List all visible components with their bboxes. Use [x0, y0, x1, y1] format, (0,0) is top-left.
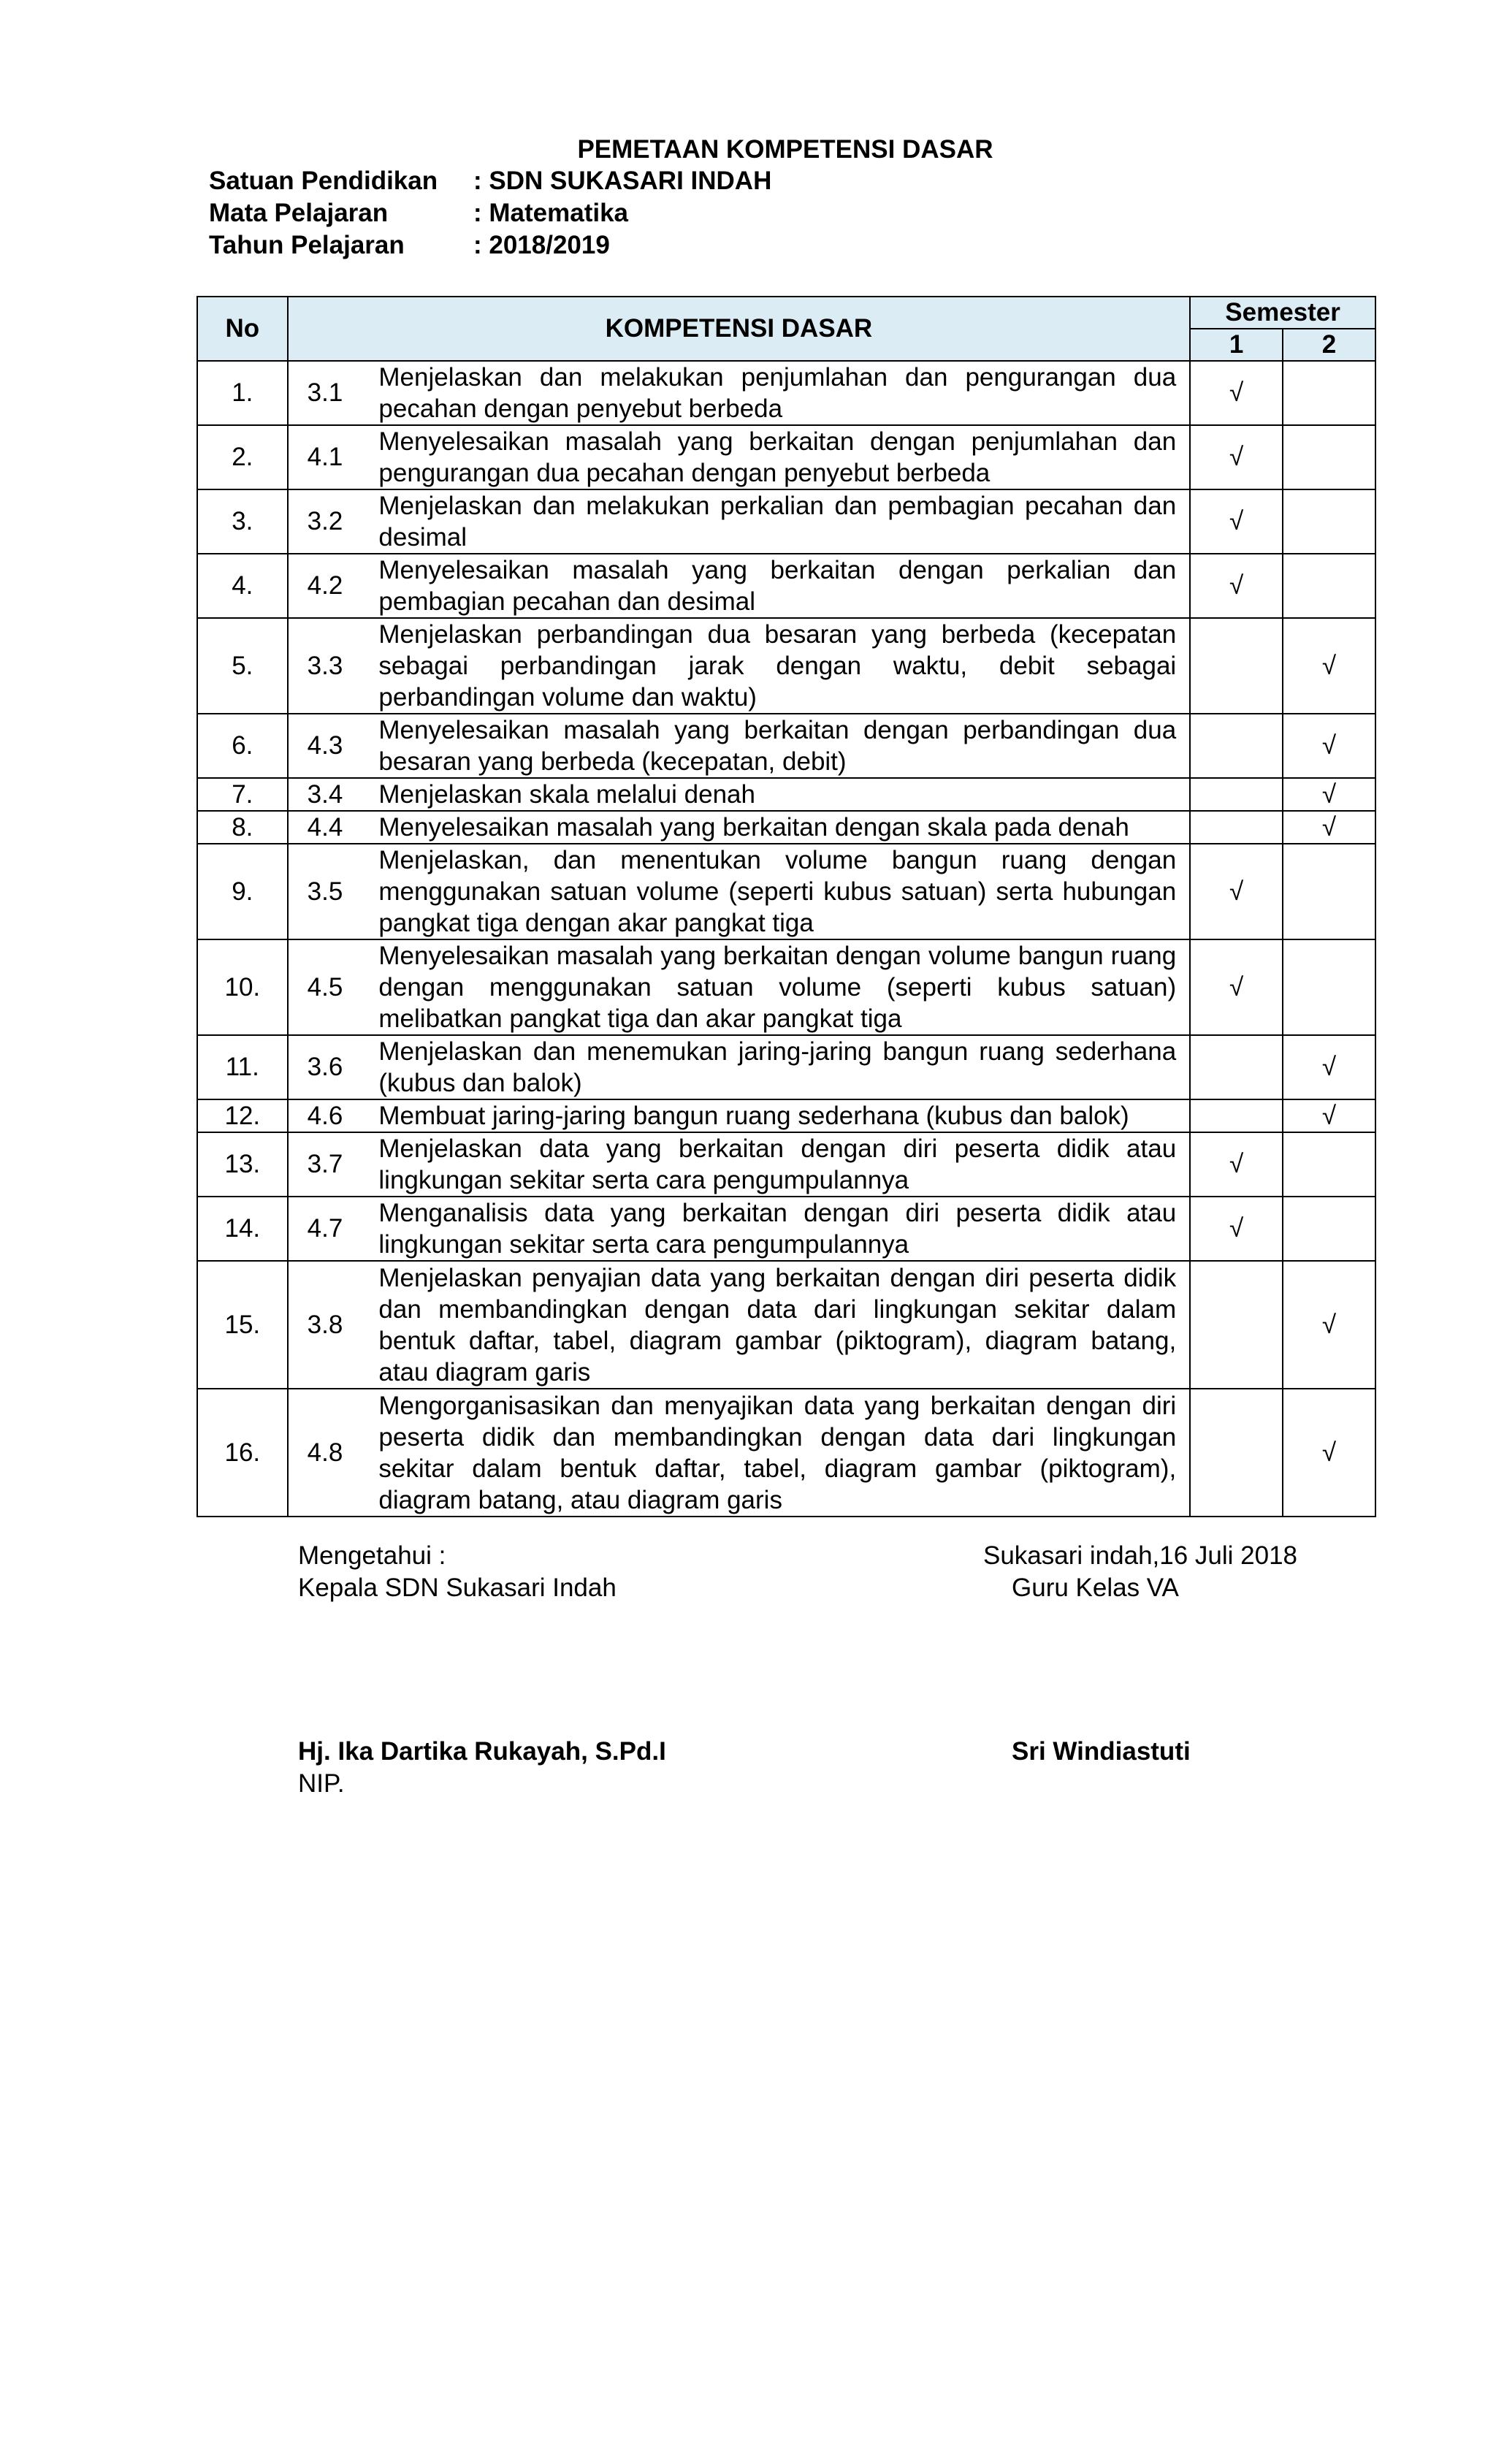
row-competency-text: Menganalisis data yang berkaitan dengan diri peserta didik atau lingkungan sekitar serta cara pengumpulannya [378, 1197, 1190, 1261]
row-competency-text: Menjelaskan data yang berkaitan dengan diri peserta didik atau lingkungan sekitar serta cara pengumpulannya [378, 1132, 1190, 1197]
row-semester-1: √ [1190, 1197, 1283, 1261]
row-no: 1. [197, 361, 288, 425]
row-code: 3.6 [288, 1035, 379, 1099]
header-semester-2: 2 [1283, 329, 1375, 361]
row-no: 4. [197, 554, 288, 618]
row-semester-1 [1190, 618, 1283, 714]
row-competency-text: Menyelesaikan masalah yang berkaitan dengan perkalian dan pembagian pecahan dan desimal [378, 554, 1190, 618]
row-no: 15. [197, 1261, 288, 1389]
row-competency-text: Mengorganisasikan dan menyajikan data yang berkaitan dengan diri peserta didik dan membandingkan dengan data dari lingkungan sekitar dalam bentuk daftar, tabel, diagram gambar (piktogram), diagram batang, atau diagram garis [378, 1389, 1190, 1517]
row-competency-text: Menyelesaikan masalah yang berkaitan dengan volume bangun ruang dengan menggunakan satuan volume (seperti kubus satuan) melibatkan pangkat tiga dan akar pangkat tiga [378, 939, 1190, 1035]
row-semester-1 [1190, 714, 1283, 778]
sign-right-line1: Sukasari indah,16 Juli 2018 [983, 1541, 1298, 1570]
meta-label: Satuan Pendidikan [209, 167, 438, 195]
header-semester-1: 1 [1190, 329, 1283, 361]
row-semester-2 [1283, 1132, 1375, 1197]
row-competency-text: Menjelaskan dan menemukan jaring-jaring bangun ruang sederhana (kubus dan balok) [378, 1035, 1190, 1099]
row-semester-1: √ [1190, 844, 1283, 939]
row-code: 3.4 [288, 778, 379, 811]
row-no: 2. [197, 425, 288, 489]
header-kompetensi-dasar: KOMPETENSI DASAR [288, 297, 1191, 361]
row-semester-2 [1283, 489, 1375, 554]
sign-left-line2: Kepala SDN Sukasari Indah [298, 1574, 617, 1602]
row-code: 3.5 [288, 844, 379, 939]
row-semester-2: √ [1283, 1261, 1375, 1389]
meta-satuan-pendidikan [209, 167, 771, 196]
row-semester-2 [1283, 425, 1375, 489]
row-semester-2 [1283, 361, 1375, 425]
row-code: 3.8 [288, 1261, 379, 1389]
row-competency-text: Menjelaskan penyajian data yang berkaitan dengan diri peserta didik dan membandingkan dengan data dari lingkungan sekitar dalam bentuk daftar, tabel, diagram gambar (piktogram), diagram batang, atau diagram garis [378, 1261, 1190, 1389]
meta-label: Tahun Pelajaran [209, 231, 405, 259]
row-semester-2: √ [1283, 1389, 1375, 1517]
table-row [197, 618, 1375, 714]
meta-value: : Matematika [473, 199, 629, 227]
table-row [197, 1132, 1375, 1197]
row-no: 9. [197, 844, 288, 939]
row-no: 5. [197, 618, 288, 714]
row-code: 4.4 [288, 811, 379, 844]
table-row [197, 1197, 1375, 1261]
row-code: 4.5 [288, 939, 379, 1035]
row-no: 16. [197, 1389, 288, 1517]
row-code: 3.3 [288, 618, 379, 714]
meta-value: : SDN SUKASARI INDAH [473, 167, 772, 195]
row-competency-text: Menyelesaikan masalah yang berkaitan dengan perbandingan dua besaran yang berbeda (kecepatan, debit) [378, 714, 1190, 778]
row-semester-1 [1190, 1389, 1283, 1517]
row-semester-1 [1190, 1099, 1283, 1132]
meta-mata-pelajaran [209, 199, 628, 228]
row-competency-text: Menyelesaikan masalah yang berkaitan dengan penjumlahan dan pengurangan dua pecahan dengan penyebut berbeda [378, 425, 1190, 489]
table-row [197, 361, 1375, 425]
row-semester-2: √ [1283, 618, 1375, 714]
sign-right-name: Sri Windiastuti [1012, 1737, 1191, 1766]
table-row [197, 1099, 1375, 1132]
row-competency-text: Menjelaskan dan melakukan penjumlahan dan pengurangan dua pecahan dengan penyebut berbeda [378, 361, 1190, 425]
row-semester-2 [1283, 554, 1375, 618]
row-semester-2: √ [1283, 714, 1375, 778]
row-semester-2: √ [1283, 811, 1375, 844]
table-row [197, 844, 1375, 939]
row-competency-text: Menjelaskan, dan menentukan volume bangun ruang dengan menggunakan satuan volume (seperti kubus satuan) serta hubungan pangkat tiga dengan akar pangkat tiga [378, 844, 1190, 939]
row-no: 7. [197, 778, 288, 811]
row-semester-1 [1190, 1035, 1283, 1099]
table-row [197, 778, 1375, 811]
row-code: 3.2 [288, 489, 379, 554]
document-title: PEMETAAN KOMPETENSI DASAR [577, 135, 993, 164]
row-semester-2: √ [1283, 778, 1375, 811]
row-no: 6. [197, 714, 288, 778]
row-no: 13. [197, 1132, 288, 1197]
row-semester-2 [1283, 844, 1375, 939]
sign-left-nip: NIP. [298, 1769, 345, 1798]
row-semester-1: √ [1190, 361, 1283, 425]
row-code: 4.3 [288, 714, 379, 778]
row-code: 4.6 [288, 1099, 379, 1132]
table-row [197, 811, 1375, 844]
row-semester-1 [1190, 778, 1283, 811]
header-no: No [197, 297, 288, 361]
row-semester-1: √ [1190, 554, 1283, 618]
row-no: 12. [197, 1099, 288, 1132]
row-no: 10. [197, 939, 288, 1035]
row-no: 11. [197, 1035, 288, 1099]
sign-left-line1: Mengetahui : [298, 1541, 446, 1570]
competency-table [196, 296, 1376, 1517]
row-no: 3. [197, 489, 288, 554]
row-semester-1: √ [1190, 489, 1283, 554]
row-competency-text: Membuat jaring-jaring bangun ruang sederhana (kubus dan balok) [378, 1099, 1190, 1132]
table-row [197, 714, 1375, 778]
meta-label: Mata Pelajaran [209, 199, 389, 227]
row-competency-text: Menjelaskan dan melakukan perkalian dan pembagian pecahan dan desimal [378, 489, 1190, 554]
row-competency-text: Menjelaskan skala melalui denah [378, 778, 1190, 811]
row-competency-text: Menjelaskan perbandingan dua besaran yang berbeda (kecepatan sebagai perbandingan jarak dengan waktu, debit sebagai perbandingan volume dan waktu) [378, 618, 1190, 714]
table-row [197, 554, 1375, 618]
row-no: 14. [197, 1197, 288, 1261]
row-code: 4.2 [288, 554, 379, 618]
row-semester-2: √ [1283, 1035, 1375, 1099]
row-semester-1: √ [1190, 1132, 1283, 1197]
row-code: 3.7 [288, 1132, 379, 1197]
row-competency-text: Menyelesaikan masalah yang berkaitan dengan skala pada denah [378, 811, 1190, 844]
table-body [197, 361, 1375, 1517]
sign-left-name: Hj. Ika Dartika Rukayah, S.Pd.I [298, 1737, 666, 1766]
row-semester-1 [1190, 811, 1283, 844]
table-row [197, 939, 1375, 1035]
meta-value: : 2018/2019 [473, 231, 610, 259]
row-semester-1: √ [1190, 939, 1283, 1035]
row-code: 4.8 [288, 1389, 379, 1517]
row-code: 3.1 [288, 361, 379, 425]
sign-right-line2: Guru Kelas VA [1012, 1574, 1179, 1602]
table-row [197, 1035, 1375, 1099]
header-semester: Semester [1190, 297, 1375, 329]
row-code: 4.1 [288, 425, 379, 489]
row-semester-2: √ [1283, 1099, 1375, 1132]
table-row [197, 489, 1375, 554]
table-row [197, 1261, 1375, 1389]
row-no: 8. [197, 811, 288, 844]
table-row [197, 1389, 1375, 1517]
meta-tahun-pelajaran [209, 231, 610, 260]
row-semester-2 [1283, 1197, 1375, 1261]
row-code: 4.7 [288, 1197, 379, 1261]
row-semester-1: √ [1190, 425, 1283, 489]
table-row [197, 425, 1375, 489]
row-semester-2 [1283, 939, 1375, 1035]
row-semester-1 [1190, 1261, 1283, 1389]
